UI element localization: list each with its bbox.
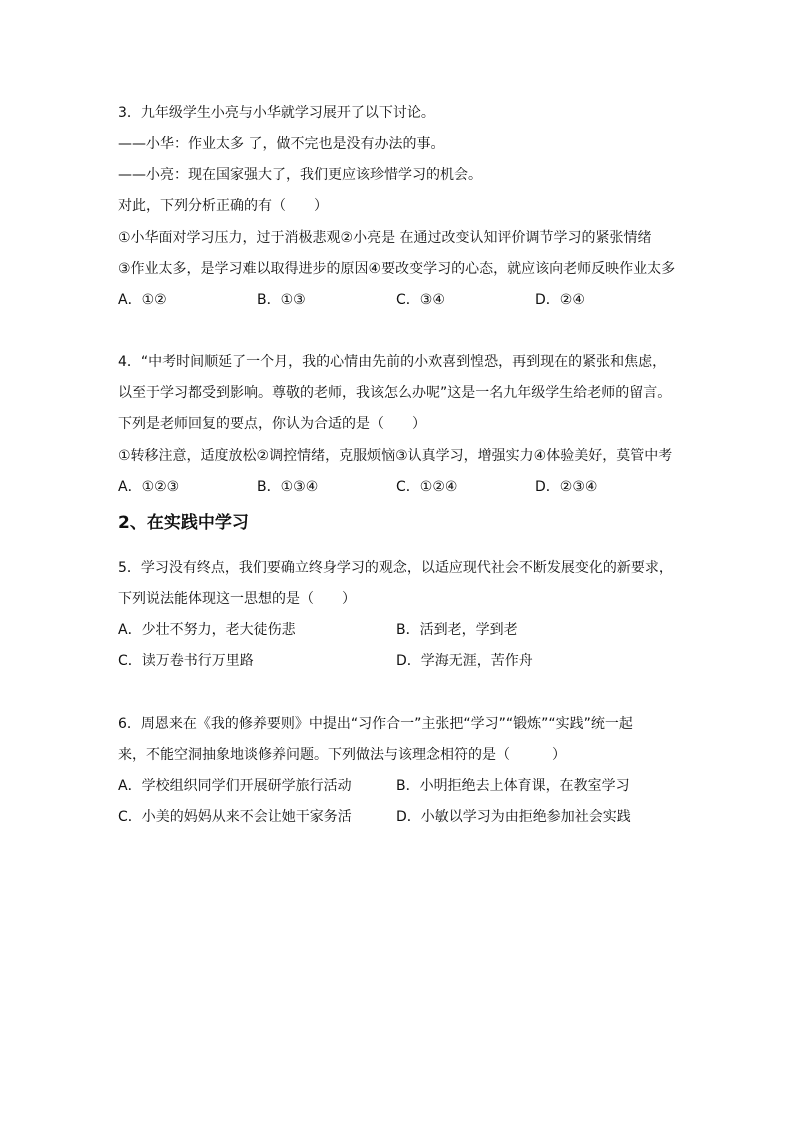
q6-option-b: B．小明拒绝去上体育课，在教室学习: [396, 778, 630, 794]
q5-line-1: 5．学习没有终点，我们要确立终身学习的观念，以适应现代社会不断发展变化的新要求，: [118, 560, 673, 576]
q5-option-a: A．少壮不努力，老大徒伤悲: [118, 622, 296, 638]
q5-option-b: B．活到老，学到老: [396, 622, 518, 638]
q3-line-xiaoliang: ——小亮：现在国家强大了，我们更应该珍惜学习的机会。: [118, 167, 482, 183]
q3-option-a: A．①②: [118, 292, 167, 308]
q6-line-1: 6．周恩来在《我的修养要则》中提出“习作合一”主张把“学习”“锻炼”“实践”统一起: [118, 716, 633, 732]
q3-option-b: B．①③: [257, 292, 306, 308]
q4-question: 下列是老师回复的要点，你认为合适的是（ ）: [118, 416, 426, 432]
q5-option-c: C．读万卷书行万里路: [118, 653, 254, 669]
q6-option-d: D．小敏以学习为由拒绝参加社会实践: [396, 809, 631, 825]
q4-option-c: C．①②④: [396, 479, 458, 495]
q3-line-xiaohua: ——小华：作业太多 了，做不完也是没有办法的事。: [118, 136, 445, 152]
q3-stem: 3．九年级学生小亮与小华就学习展开了以下讨论。: [118, 105, 435, 121]
q4-option-b: B．①③④: [257, 479, 319, 495]
q4-option-a: A．①②③: [118, 479, 180, 495]
q4-option-d: D．②③④: [535, 479, 598, 495]
q6-option-a: A．学校组织同学们开展研学旅行活动: [118, 778, 352, 794]
q6-question: 来，不能空洞抽象地谈修养问题。下列做法与该理念相符的是（ ）: [118, 747, 566, 763]
q3-question: 对此，下列分析正确的有（ ）: [118, 198, 328, 214]
q5-question: 下列说法能体现这一思想的是（ ）: [118, 591, 356, 607]
q6-option-c: C．小美的妈妈从来不会让她干家务活: [118, 809, 352, 825]
q4-statements: ①转移注意，适度放松②调控情绪，克服烦恼③认真学习，增强实力④体验美好，莫管中考: [118, 448, 673, 464]
q3-option-c: C．③④: [396, 292, 445, 308]
section-title: 2、在实践中学习: [118, 513, 249, 533]
q4-line-1: 4．“中考时间顺延了一个月，我的心情由先前的小欢喜到惶恐，再到现在的紧张和焦虑，: [118, 354, 667, 370]
q5-option-d: D．学海无涯，苦作舟: [396, 653, 533, 669]
q4-line-2: 以至于学习都受到影响。尊敬的老师，我该怎么办呢”这是一名九年级学生给老师的留言。: [118, 385, 672, 401]
q3-statements-1: ①小华面对学习压力，过于消极悲观②小亮是 在通过改变认知评价调节学习的紧张情绪: [118, 230, 652, 246]
q3-option-d: D．②④: [535, 292, 585, 308]
q3-statements-2: ③作业太多，是学习难以取得进步的原因④要改变学习的心态，就应该向老师反映作业太多: [118, 261, 676, 277]
